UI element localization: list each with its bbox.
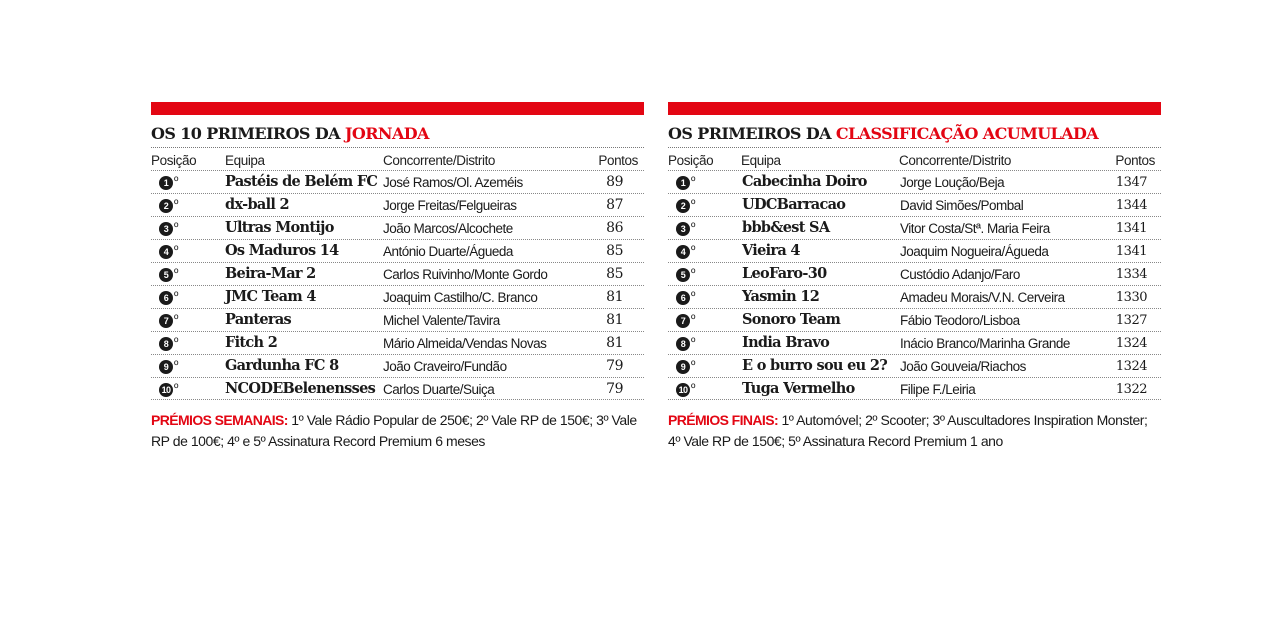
points-value: 1344 (1115, 198, 1147, 213)
header-equipa: Equipa (225, 153, 265, 168)
header-concorrente: Concorrente/Distrito (383, 153, 496, 168)
prizes-label: PRÉMIOS FINAIS: (668, 412, 779, 428)
points-value: 81 (606, 335, 623, 351)
position-badge (676, 313, 695, 328)
points-value: 1330 (1115, 290, 1147, 305)
table-row (151, 377, 644, 400)
table-row (151, 262, 644, 285)
competitor-district: António Duarte/Águeda (383, 244, 513, 259)
ranking-list (668, 170, 1161, 400)
points-value: 85 (606, 243, 623, 259)
position-number: 8 (676, 337, 690, 351)
title-prefix: OS PRIMEIROS DA (668, 124, 836, 143)
points-value: 1341 (1115, 244, 1147, 259)
position-number: 5 (159, 268, 173, 282)
panel-jornada (151, 102, 644, 452)
panel-classificacao (668, 102, 1161, 452)
title-prefix: OS 10 PRIMEIROS DA (151, 124, 345, 143)
table-row (668, 170, 1161, 193)
position-number: 2 (159, 199, 173, 213)
team-name: Fitch 2 (225, 334, 278, 351)
table-row (151, 170, 644, 193)
table-row (151, 239, 644, 262)
table-row (668, 354, 1161, 377)
position-number: 10 (676, 383, 690, 397)
ordinal-mark: º (174, 173, 179, 188)
team-name: India Bravo (742, 334, 830, 351)
team-name: Gardunha FC 8 (225, 357, 339, 374)
position-badge (159, 244, 178, 259)
team-name: Ultras Montijo (225, 219, 334, 236)
position-badge (159, 382, 178, 397)
competitor-district: Custódio Adanjo/Faro (900, 267, 1020, 282)
ordinal-mark: º (174, 219, 179, 234)
points-value: 81 (606, 312, 623, 328)
position-badge (676, 336, 695, 351)
competitor-district: Filipe F./Leiria (900, 382, 976, 397)
position-number: 6 (676, 291, 690, 305)
title-highlight: JORNADA (344, 124, 429, 143)
position-badge (676, 290, 695, 305)
position-badge (159, 175, 178, 190)
points-value: 1341 (1115, 221, 1147, 236)
header-posicao: Posição (151, 153, 197, 168)
position-number: 1 (159, 176, 173, 190)
ordinal-mark: º (691, 265, 696, 280)
ordinal-mark: º (174, 242, 179, 257)
team-name: Panteras (225, 311, 291, 328)
table-header (151, 148, 644, 170)
team-name: LeoFaro-30 (742, 265, 827, 282)
competitor-district: João Marcos/Alcochete (383, 221, 513, 236)
position-badge (676, 267, 695, 282)
position-badge (676, 221, 695, 236)
position-badge (159, 336, 178, 351)
panel-title (668, 123, 1161, 148)
ordinal-mark: º (174, 288, 179, 303)
table-row (151, 308, 644, 331)
team-name: NCODEBelenensses (225, 380, 376, 397)
table-row (668, 239, 1161, 262)
header-pontos: Pontos (1115, 153, 1155, 168)
position-badge (676, 175, 695, 190)
ordinal-mark: º (691, 242, 696, 257)
prizes-note (668, 410, 1161, 452)
competitor-district: Amadeu Morais/V.N. Cerveira (900, 290, 1065, 305)
prizes-text: 1º Vale Rádio Popular de 250€; 2º Vale RP de 150€; 3º Vale RP de 100€; 4º e 5º Assinatura Record Premium 6 meses (151, 412, 637, 449)
header-pontos: Pontos (598, 153, 638, 168)
points-value: 1324 (1115, 336, 1147, 351)
table-row (668, 308, 1161, 331)
points-value: 89 (606, 174, 623, 190)
competitor-district: Carlos Duarte/Suiça (383, 382, 495, 397)
position-badge (676, 244, 695, 259)
position-badge (159, 198, 178, 213)
position-badge (676, 198, 695, 213)
position-number: 1 (676, 176, 690, 190)
points-value: 1322 (1115, 382, 1147, 397)
position-badge (159, 359, 178, 374)
team-name: dx-ball 2 (225, 196, 289, 213)
table-row (151, 193, 644, 216)
table-row (151, 285, 644, 308)
competitor-district: Joaquim Nogueira/Águeda (900, 244, 1049, 259)
points-value: 86 (606, 220, 623, 236)
points-value: 81 (606, 289, 623, 305)
table-row (668, 377, 1161, 400)
competitor-district: João Gouveia/Riachos (900, 359, 1026, 374)
team-name: bbb&est SA (742, 219, 830, 236)
header-concorrente: Concorrente/Distrito (899, 153, 1012, 168)
team-name: Yasmin 12 (742, 288, 820, 305)
prizes-note (151, 410, 644, 452)
position-badge (676, 382, 695, 397)
position-number: 7 (676, 314, 690, 328)
position-badge (159, 313, 178, 328)
position-badge (159, 267, 178, 282)
team-name: Os Maduros 14 (225, 242, 339, 259)
points-value: 1334 (1115, 267, 1147, 282)
table-row (668, 262, 1161, 285)
ordinal-mark: º (174, 357, 179, 372)
points-value: 1324 (1115, 359, 1147, 374)
position-badge (159, 290, 178, 305)
points-value: 87 (606, 197, 623, 213)
position-number: 8 (159, 337, 173, 351)
team-name: Vieira 4 (742, 242, 800, 259)
position-number: 3 (159, 222, 173, 236)
team-name: Sonoro Team (742, 311, 841, 328)
points-value: 79 (606, 381, 623, 397)
position-number: 9 (159, 360, 173, 374)
ordinal-mark: º (691, 334, 696, 349)
team-name: Pastéis de Belém FC (225, 173, 378, 190)
position-badge (159, 221, 178, 236)
table-row (151, 331, 644, 354)
table-header (668, 148, 1161, 170)
ordinal-mark: º (174, 380, 179, 395)
team-name: Cabecinha Doiro (742, 173, 867, 190)
points-value: 79 (606, 358, 623, 374)
competitor-district: Jorge Loução/Beja (900, 175, 1005, 190)
table-row (151, 216, 644, 239)
competitor-district: Carlos Ruivinho/Monte Gordo (383, 267, 548, 282)
position-badge (676, 359, 695, 374)
position-number: 9 (676, 360, 690, 374)
position-number: 5 (676, 268, 690, 282)
ordinal-mark: º (691, 288, 696, 303)
table-row (668, 285, 1161, 308)
position-number: 10 (159, 383, 173, 397)
ordinal-mark: º (174, 196, 179, 211)
panel-red-bar (151, 102, 644, 115)
ordinal-mark: º (691, 196, 696, 211)
team-name: E o burro sou eu 2? (742, 357, 888, 374)
team-name: Tuga Vermelho (742, 380, 855, 397)
panel-title (151, 123, 644, 148)
competitor-district: Joaquim Castilho/C. Branco (383, 290, 538, 305)
table-row (151, 354, 644, 377)
ranking-list (151, 170, 644, 400)
ordinal-mark: º (691, 311, 696, 326)
table-row (668, 331, 1161, 354)
header-posicao: Posição (668, 153, 714, 168)
ordinal-mark: º (691, 173, 696, 188)
prizes-text: 1º Automóvel; 2º Scooter; 3º Auscultadores Inspiration Monster; 4º Vale RP de 150€; 5º Assinatura Record Premium 1 ano (668, 412, 1148, 449)
ordinal-mark: º (174, 265, 179, 280)
team-name: UDCBarracao (742, 196, 846, 213)
position-number: 7 (159, 314, 173, 328)
header-equipa: Equipa (741, 153, 781, 168)
ordinal-mark: º (691, 380, 696, 395)
competitor-district: Fábio Teodoro/Lisboa (900, 313, 1020, 328)
competitor-district: Vitor Costa/Stª. Maria Feira (900, 221, 1050, 236)
points-value: 1347 (1115, 175, 1147, 190)
points-value: 1327 (1115, 313, 1147, 328)
ordinal-mark: º (691, 219, 696, 234)
ordinal-mark: º (174, 334, 179, 349)
ordinal-mark: º (174, 311, 179, 326)
competitor-district: Inácio Branco/Marinha Grande (900, 336, 1070, 351)
competitor-district: José Ramos/Ol. Azeméis (383, 175, 523, 190)
competitor-district: David Simões/Pombal (900, 198, 1024, 213)
table-row (668, 193, 1161, 216)
competitor-district: Jorge Freitas/Felgueiras (383, 198, 517, 213)
position-number: 6 (159, 291, 173, 305)
panel-red-bar (668, 102, 1161, 115)
position-number: 4 (676, 245, 690, 259)
team-name: Beira-Mar 2 (225, 265, 316, 282)
table-row (668, 216, 1161, 239)
competitor-district: Mário Almeida/Vendas Novas (383, 336, 547, 351)
team-name: JMC Team 4 (225, 288, 316, 305)
competitor-district: João Craveiro/Fundão (383, 359, 507, 374)
prizes-label: PRÉMIOS SEMANAIS: (151, 412, 288, 428)
position-number: 3 (676, 222, 690, 236)
position-number: 2 (676, 199, 690, 213)
points-value: 85 (606, 266, 623, 282)
position-number: 4 (159, 245, 173, 259)
title-highlight: CLASSIFICAÇÃO ACUMULADA (835, 124, 1099, 143)
ordinal-mark: º (691, 357, 696, 372)
competitor-district: Michel Valente/Tavira (383, 313, 500, 328)
